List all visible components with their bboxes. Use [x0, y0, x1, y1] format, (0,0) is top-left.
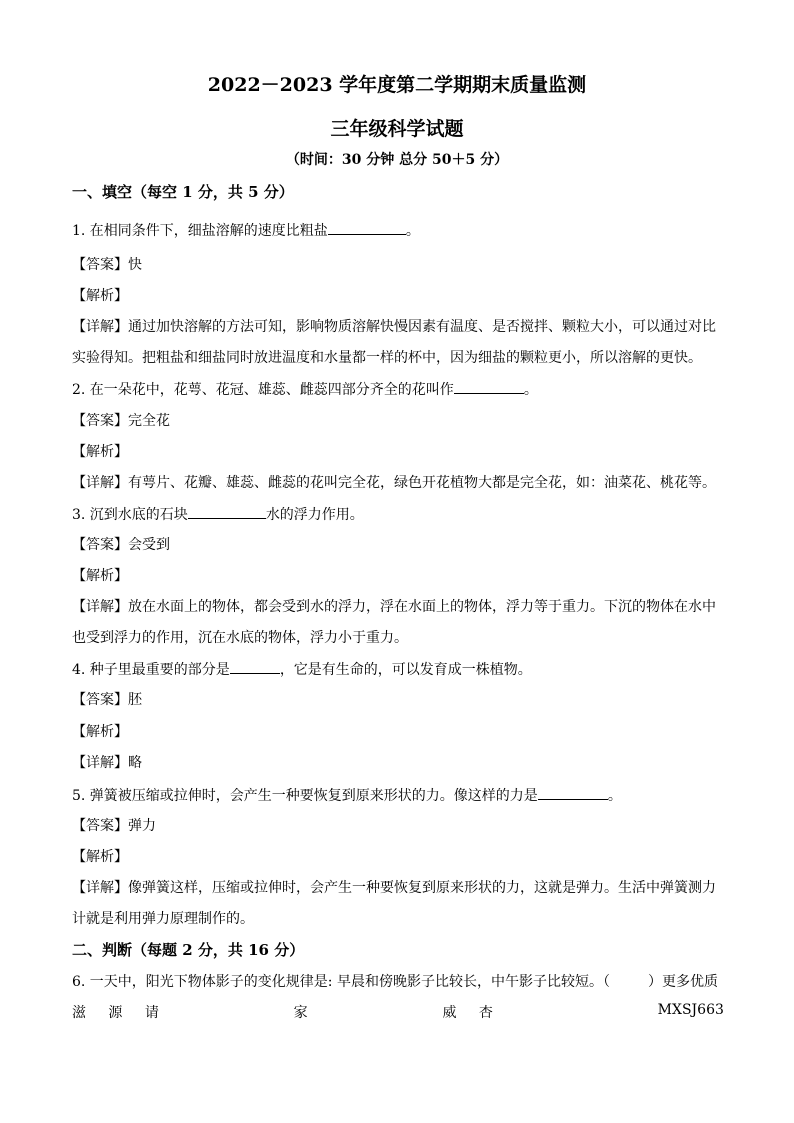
detail-label: 【详解】	[72, 599, 128, 615]
answer-value: 弹力	[128, 818, 156, 834]
question-2	[72, 379, 732, 400]
question-2-text: 2. 在一朵花中，花萼、花冠、雄蕊、雌蕊四部分齐全的花叫作	[72, 382, 454, 398]
question-3	[72, 504, 732, 525]
section-judge-heading: 二、判断（每题 2 分，共 16 分）	[72, 941, 305, 959]
question-5-tail: 。	[607, 788, 622, 804]
detail-5	[72, 878, 732, 898]
detail-4	[72, 753, 732, 773]
question-2-tail: 。	[523, 382, 538, 398]
footer-spacer	[330, 1002, 420, 1022]
answer-label: 【答案】	[72, 537, 128, 553]
answer-blank	[188, 504, 266, 519]
detail-text: 略	[128, 755, 142, 771]
answer-value: 快	[128, 257, 142, 273]
footer-char: 威	[442, 1005, 457, 1021]
footer-char: 滋	[72, 1005, 86, 1021]
question-6-text: 6. 一天中，阳光下物体影子的变化规律是: 早晨和傍晚影子比较长，中午影子比较短。（	[72, 974, 610, 990]
detail-1	[72, 317, 732, 337]
answer-row-1	[72, 255, 732, 275]
answer-value: 完全花	[128, 413, 170, 429]
detail-text: 像弹簧这样，压缩或拉伸时，会产生一种要恢复到原来形状的力，这就是弹力。生活中弹簧测力	[128, 880, 716, 896]
footer-char: 家	[293, 1005, 308, 1021]
section-fill-heading: 一、填空（每空 1 分，共 5 分）	[72, 183, 294, 201]
footer-watermark	[72, 1002, 724, 1022]
answer-blank	[538, 785, 608, 800]
answer-label: 【答案】	[72, 413, 128, 429]
detail-2	[72, 473, 732, 493]
question-6-tail: ）更多优质	[647, 974, 718, 990]
footer-char: 源	[108, 1005, 123, 1021]
question-6	[72, 972, 732, 992]
question-4-tail: ，它是有生命的，可以发育成一株植物。	[279, 662, 532, 678]
answer-row-4	[72, 690, 732, 710]
answer-blank	[454, 379, 524, 394]
answer-value: 胚	[128, 692, 142, 708]
answer-row-2	[72, 411, 732, 431]
footer-char: 杏	[478, 1005, 493, 1021]
detail-5-cont: 计就是利用弹力原理制作的。	[72, 911, 254, 927]
detail-text: 有萼片、花瓣、雄蕊、雌蕊的花叫完全花，绿色开花植物大都是完全花，如：油菜花、桃花等。	[128, 475, 716, 491]
analysis-label-4: 【解析】	[72, 724, 128, 740]
detail-3	[72, 597, 732, 617]
question-1-text: 1. 在相同条件下，细盐溶解的速度比粗盐	[72, 223, 328, 239]
footer-char: 请	[144, 1005, 159, 1021]
question-3-text: 3. 沉到水底的石块	[72, 507, 188, 523]
answer-row-3	[72, 535, 732, 555]
detail-label: 【详解】	[72, 755, 128, 771]
footer-code: MXSJ663	[657, 1002, 724, 1018]
exam-subtitle: 三年级科学试题	[330, 118, 464, 140]
question-5-text: 5. 弹簧被压缩或拉伸时，会产生一种要恢复到原来形状的力。像这样的力是	[72, 788, 538, 804]
analysis-label-2: 【解析】	[72, 444, 128, 460]
question-1	[72, 220, 732, 241]
detail-label: 【详解】	[72, 880, 128, 896]
question-3-tail: 水的浮力作用。	[265, 507, 364, 523]
analysis-label-5: 【解析】	[72, 849, 128, 865]
question-1-tail: 。	[405, 223, 420, 239]
analysis-label-1: 【解析】	[72, 288, 128, 304]
answer-row-5	[72, 816, 732, 836]
exam-title: 2022－2023 学年度第二学期期末质量监测	[207, 74, 587, 96]
question-4	[72, 659, 732, 680]
footer-spacer	[515, 1002, 635, 1022]
analysis-label-3: 【解析】	[72, 568, 128, 584]
detail-3-cont: 也受到浮力的作用，沉在水底的物体，浮力小于重力。	[72, 630, 408, 646]
answer-label: 【答案】	[72, 818, 128, 834]
answer-blank	[328, 220, 406, 235]
answer-blank	[230, 659, 280, 674]
answer-label: 【答案】	[72, 692, 128, 708]
answer-label: 【答案】	[72, 257, 128, 273]
exam-meta: （时间：30 分钟 总分 50＋5 分）	[285, 152, 509, 168]
answer-value: 会受到	[128, 537, 170, 553]
detail-text: 放在水面上的物体，都会受到水的浮力，浮在水面上的物体，浮力等于重力。下沉的物体在水中	[128, 599, 716, 615]
detail-label: 【详解】	[72, 319, 128, 335]
detail-label: 【详解】	[72, 475, 128, 491]
question-4-text: 4. 种子里最重要的部分是	[72, 662, 230, 678]
detail-1-cont: 实验得知。把粗盐和细盐同时放进温度和水量都一样的杯中，因为细盐的颗粒更小，所以溶解的更快。	[72, 350, 702, 366]
question-5	[72, 785, 732, 806]
detail-text: 通过加快溶解的方法可知，影响物质溶解快慢因素有温度、是否搅拌、颗粒大小，可以通过对比	[128, 319, 716, 335]
footer-spacer	[181, 1002, 271, 1022]
